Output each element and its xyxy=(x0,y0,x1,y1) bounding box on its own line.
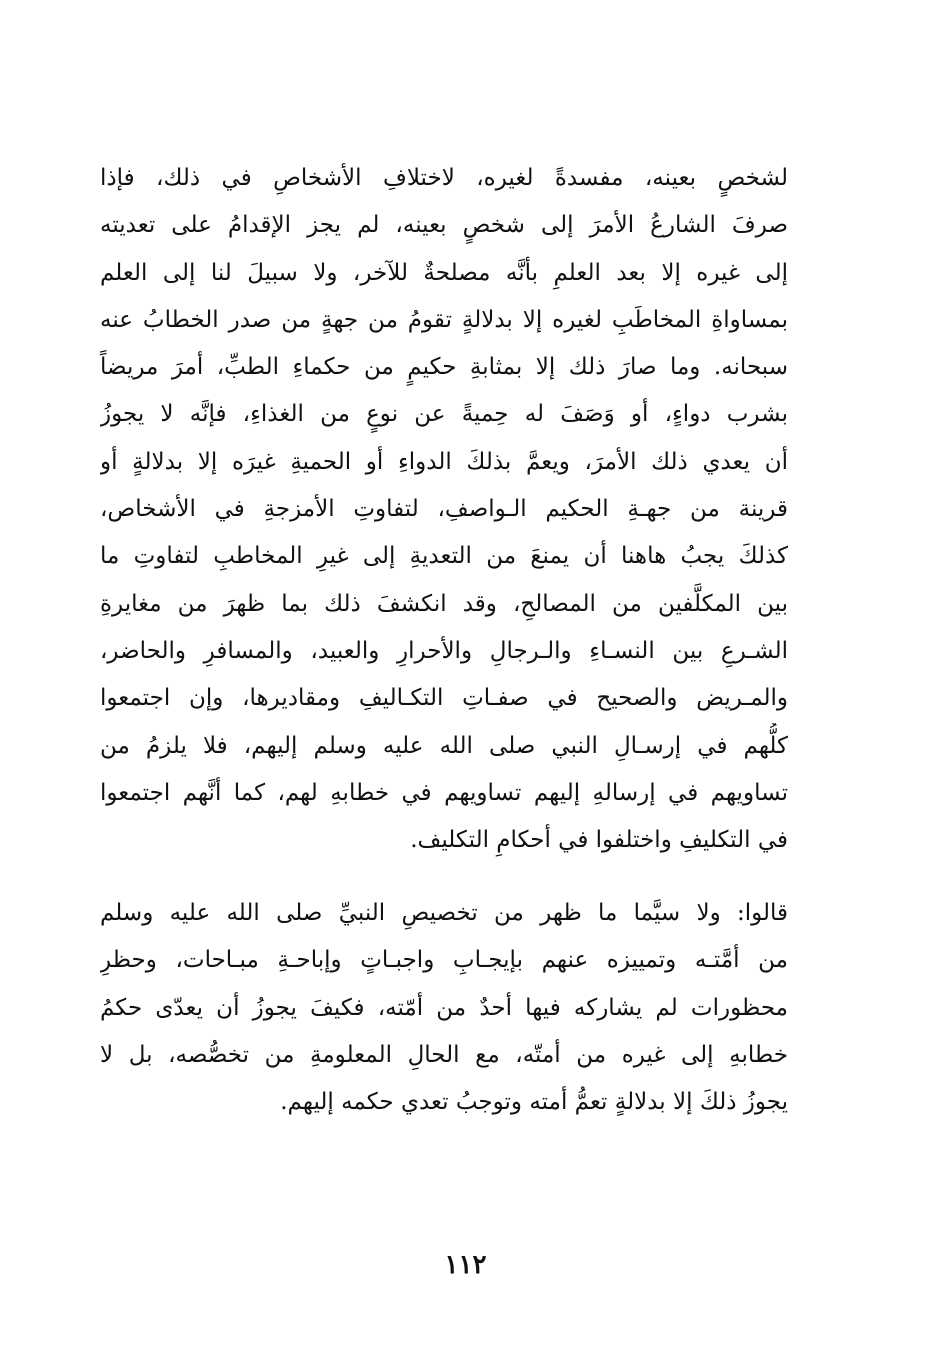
text-line: والمـريض والصحيح في صفـاتِ التكـاليفِ ومقاديرها، وإن اجتمعوا xyxy=(100,685,788,712)
text-line: إلى غيره إلا بعد العلمِ بأنَّه مصلحةٌ للآخر، ولا سبيلَ لنا إلى العلم xyxy=(100,259,788,286)
text-line: الشـرعِ بين النسـاءِ والـرجالِ والأحرارِ والعبيد، والمسافرِ والحاضر، xyxy=(100,637,788,664)
text-line: أن يعدي ذلك الأمرَ، ويعمَّ بذلكَ الدواءِ أو الحميةِ غيرَه إلا بدلالةٍ أو xyxy=(100,448,788,475)
text-line: في التكليفِ واختلفوا في أحكامِ التكليف. xyxy=(410,827,788,854)
text-line: تساويهم في إرسالهِ إليهم تساويهم في خطابهِ لهم، كما أنَّهم اجتمعوا xyxy=(100,779,788,806)
text-line: قرينة من جهـةِ الحكيم الـواصفِ، لتفاوتِ الأمزجةِ في الأشخاص، xyxy=(100,496,788,523)
text-line: كذلكَ يجبُ هاهنا أن يمنعَ من التعديةِ إلى غيرِ المخاطبِ لتفاوتِ ما xyxy=(100,543,788,570)
text-line: بشرب دواءٍ، أو وَصَفَ له حِميةً عن نوعٍ من الغذاءِ، فإنَّه لا يجوزُ xyxy=(100,401,788,428)
text-line: صرفَ الشارعُ الأمرَ إلى شخصٍ بعينه، لم يجز الإقدامُ على تعديته xyxy=(100,212,788,239)
text-line: بمساواةِ المخاطَبِ لغيره إلا بدلالةٍ تقومُ من جهةٍ من صدر الخطابُ عنه xyxy=(100,306,788,333)
text-line: بين المكلَّفين من المصالحِ، وقد انكشفَ ذلك بما ظهرَ من مغايرةِ xyxy=(100,590,788,617)
paragraph xyxy=(100,155,788,864)
paragraph xyxy=(100,890,788,1126)
text-line: قالوا: ولا سيَّما ما ظهر من تخصيصِ النبيِّ صلى الله عليه وسلم xyxy=(100,900,788,926)
text-line: كلُّهم في إرسـالِ النبي صلى الله عليه وسلم إليهم، فلا يلزمُ من xyxy=(100,732,788,759)
text-line: من أمَّتـه وتمييزه عنهم بإيجـابِ واجبـاتٍ وإباحـةِ مبـاحات، وحظرِ xyxy=(100,947,788,974)
page-number: ١١٢ xyxy=(444,1250,487,1280)
text-line: محظورات لم يشاركه فيها أحدٌ من أمّته، فكيفَ يجوزُ أن يعدّى حكمُ xyxy=(100,994,788,1021)
text-line: سبحانه. وما صارَ ذلك إلا بمثابةِ حكيمٍ من حكماءِ الطبِّ، أمرَ مريضاً xyxy=(100,354,788,381)
text-line: يجوزُ ذلكَ إلا بدلالةٍ تعمُّ أمته وتوجبُ تعدي حكمه إليهم. xyxy=(280,1089,788,1116)
text-line: خطابهِ إلى غيره من أمتّه، مع الحالِ المعلومةِ من تخصُّصه، بل لا xyxy=(100,1041,788,1068)
text-line: لشخصٍ بعينه، مفسدةً لغيره، لاختلافِ الأشخاصِ في ذلك، فإذا xyxy=(100,165,788,191)
